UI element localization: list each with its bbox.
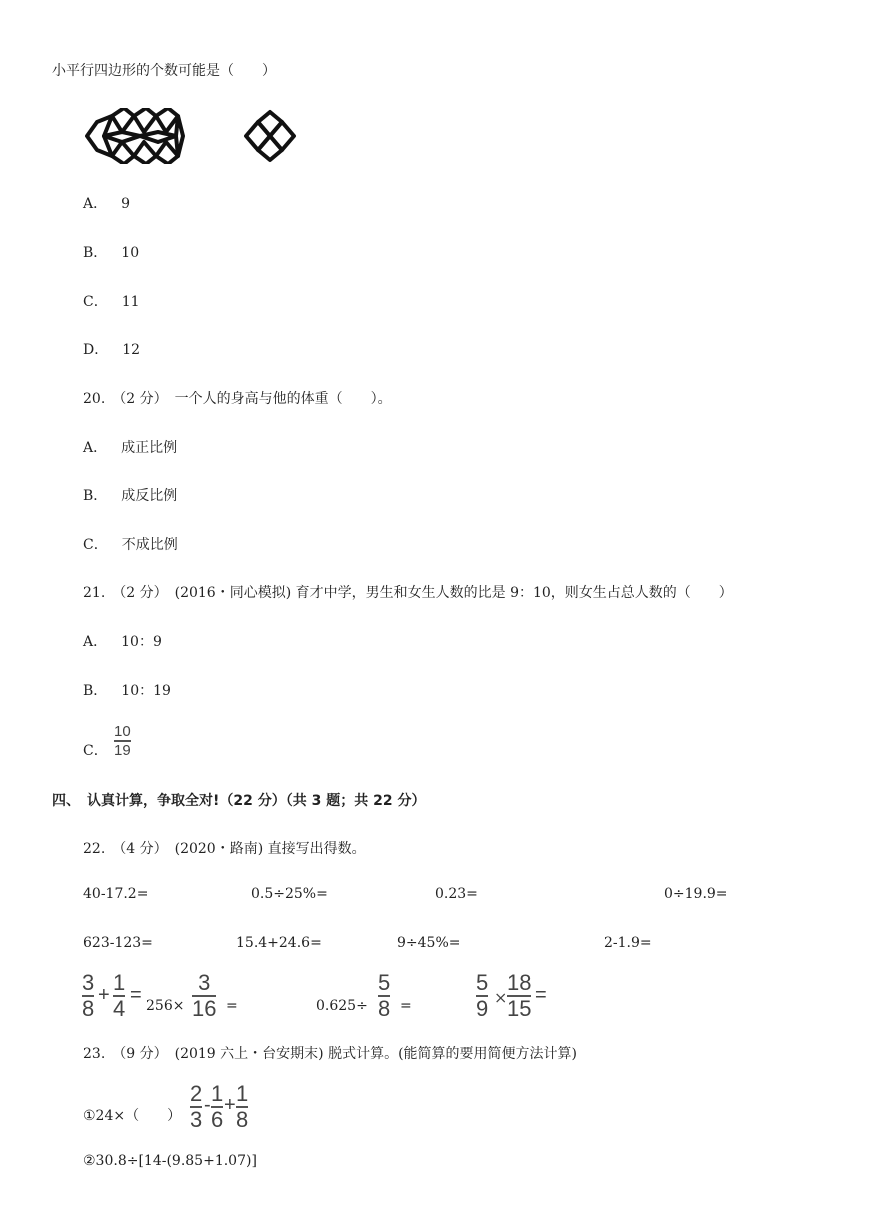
numerator: 5 [476,970,489,995]
option-b[interactable] [83,242,139,262]
calc-item: 0.5÷25%= [251,886,328,902]
denominator: 8 [378,996,391,1021]
option-letter: D． [83,342,109,358]
option-d[interactable] [83,339,140,359]
denominator: 8 [236,1107,249,1132]
calc-text: 0.625÷ [316,998,368,1014]
option-text: 12 [122,342,141,358]
question-22-stem: 22. （4 分） (2020・路南) 直接写出得数。 [83,841,366,857]
numerator: 18 [507,970,532,995]
option-letter: B． [83,488,108,504]
calc-item: 40-17.2= [83,886,149,902]
option-text: 9 [121,196,131,212]
option-letter: B． [83,683,108,699]
option-a[interactable] [83,631,162,651]
calc-item: 2-1.9= [604,935,652,951]
option-letter: A． [83,196,108,212]
plus-sign: + [224,1094,236,1116]
numerator: 1 [236,1081,249,1106]
numerator: 1 [113,970,126,995]
equals-sign: = [400,998,412,1014]
denominator: 6 [211,1107,224,1132]
option-letter: A． [83,440,108,456]
equals-sign: = [130,984,142,1006]
calc-item: 0÷19.9= [664,886,728,902]
denominator: 15 [507,996,532,1021]
option-letter: A． [83,634,108,650]
option-text: 成正比例 [121,440,178,456]
numerator: 5 [378,970,391,995]
option-b[interactable] [83,680,171,700]
numerator: 10 [114,723,131,740]
calc-item: 15.4+24.6= [236,935,322,951]
option-text: 10：19 [121,683,171,699]
fraction [378,972,390,1020]
question-21-stem: 21. （2 分） (2016・同心模拟) 育才中学，男生和女生人数的比是 9：10，则女生占总人数的（ ） [83,585,733,601]
calc-item-1-prefix: ①24×（ ） [83,1108,182,1124]
numerator: 2 [190,1081,203,1106]
question-19-stem: 小平行四边形的个数可能是（ ） [52,63,276,79]
figure-right [246,112,294,160]
numerator: 1 [211,1081,224,1106]
option-a[interactable] [83,193,130,213]
fraction [236,1083,248,1131]
denominator: 16 [192,996,217,1021]
option-text: 11 [121,294,140,310]
denominator: 19 [114,742,131,759]
fraction-option-c [114,724,131,758]
option-letter: C． [83,537,108,553]
question-23-stem: 23. （9 分） (2019 六上・台安期末) 脱式计算。(能简算的要用简便方法计算) [83,1046,577,1062]
equals-sign: = [226,998,238,1014]
parallelogram-figures [82,108,302,164]
option-text: 不成比例 [121,537,178,553]
option-b[interactable] [83,485,177,505]
fraction [476,972,488,1020]
option-c[interactable] [83,740,108,760]
fraction [113,972,125,1020]
denominator: 9 [476,996,489,1021]
question-20-stem: 20. （2 分） 一个人的身高与他的体重（ ）。 [83,391,392,407]
numerator: 3 [198,970,211,995]
option-c[interactable] [83,291,140,311]
denominator: 8 [82,996,95,1021]
calc-item: 623-123= [83,935,153,951]
option-c[interactable] [83,534,178,554]
option-text: 10 [121,245,140,261]
option-letter: C． [83,294,108,310]
numerator: 3 [82,970,95,995]
figure-left [87,108,183,164]
calc-item-2: ②30.8÷[14-(9.85+1.07)] [83,1153,257,1169]
option-letter: B． [83,245,108,261]
fraction [192,972,216,1020]
calc-item: 9÷45%= [397,935,461,951]
fraction [211,1083,223,1131]
option-text: 10：9 [121,634,162,650]
minus-sign: - [204,1094,211,1116]
fraction [82,972,94,1020]
denominator: 3 [190,1107,203,1132]
fraction [190,1083,202,1131]
plus-sign: + [98,984,110,1006]
denominator: 4 [113,996,126,1021]
section-4-title: 四、 认真计算，争取全对!（22 分）（共 3 题；共 22 分） [52,793,426,809]
equals-sign: = [535,984,547,1006]
option-a[interactable] [83,437,177,457]
option-text: 成反比例 [121,488,178,504]
times-sign: × [494,988,508,1007]
calc-item: 0.23= [435,886,478,902]
fraction [507,972,531,1020]
calc-text: 256× [146,998,185,1014]
option-letter: C． [83,743,108,759]
